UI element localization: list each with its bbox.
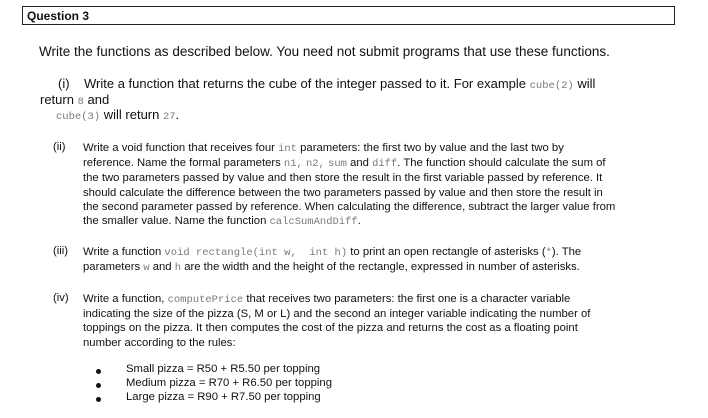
part-i-will-return: will return — [103, 107, 160, 122]
part-iii-line-1: Write a function void rectangle(int w, int h) to print an open rectangle of asterisks (*). The — [83, 246, 582, 259]
part-i-return: return — [40, 92, 74, 107]
code-27: 27 — [162, 111, 176, 123]
part-i-period: . — [175, 107, 180, 122]
part-i-and: and — [87, 92, 110, 107]
part-iv-line-4: number according to the rules: — [83, 336, 236, 349]
code-8: 8 — [77, 96, 84, 108]
bullet-icon — [96, 383, 101, 388]
part-ii-line-6: the smaller value. Name the function calcSumAndDiff. — [83, 215, 361, 229]
part-iv-line-1: Write a function, computePrice that receives two parameters: the first one is a character variable — [83, 293, 571, 306]
part-ii-label: (ii) — [53, 141, 66, 153]
code-cube-3: cube(3) — [56, 111, 101, 123]
part-ii-line-4: should calculate the difference between the two parameters passed by value and then store the result in — [83, 186, 603, 199]
part-i-line-2 — [40, 92, 109, 108]
question-title: Question 3 — [27, 9, 90, 23]
part-i-will: will — [577, 76, 596, 91]
part-iv-body — [83, 292, 590, 350]
part-iv-label: (iv) — [53, 292, 69, 304]
part-iii-body — [83, 245, 581, 275]
rule-medium: Medium pizza = R70 + R6.50 per topping — [126, 377, 332, 389]
part-ii-body — [83, 141, 615, 229]
bullet-icon — [96, 369, 101, 374]
part-i-label: (i) — [58, 76, 70, 91]
part-i-line-1 — [58, 76, 595, 92]
part-iii-line-2: parameters w and h are the width and the height of the rectangle, expressed in number of asterisks. — [83, 261, 580, 275]
rule-small: Small pizza = R50 + R5.50 per topping — [126, 363, 321, 375]
part-iv-line-2: indicating the size of the pizza (S, M or L) and the second an integer variable indicating the number of — [83, 308, 591, 321]
part-i-text: Write a function that returns the cube of the integer passed to it. For example — [84, 76, 526, 91]
part-iv-line-3: toppings on the pizza. It then computes the cost of the pizza and returns the cost as a floating point — [83, 322, 578, 335]
part-ii-line-5: the second parameter passed by reference. When calculating the difference, subtract the larger value from — [83, 200, 616, 213]
bullet-icon — [96, 397, 101, 402]
question-header-box — [22, 6, 675, 25]
part-i-line-3 — [56, 107, 179, 123]
part-ii-line-3: the two parameters passed by value and then store the result in the first variable passed by reference. It — [83, 172, 603, 185]
rule-large: Large pizza = R90 + R7.50 per topping — [126, 391, 321, 403]
part-ii-line-2: reference. Name the formal parameters n1, n2, sum and diff. The function should calculate the sum of — [83, 157, 606, 171]
intro-text: Write the functions as described below. You need not submit programs that use these functions. — [39, 44, 610, 59]
code-cube-2: cube(2) — [529, 80, 574, 92]
part-ii-line-1: Write a void function that receives four int parameters: the first two by value and the last two by — [83, 142, 564, 155]
part-iii-label: (iii) — [53, 245, 69, 257]
